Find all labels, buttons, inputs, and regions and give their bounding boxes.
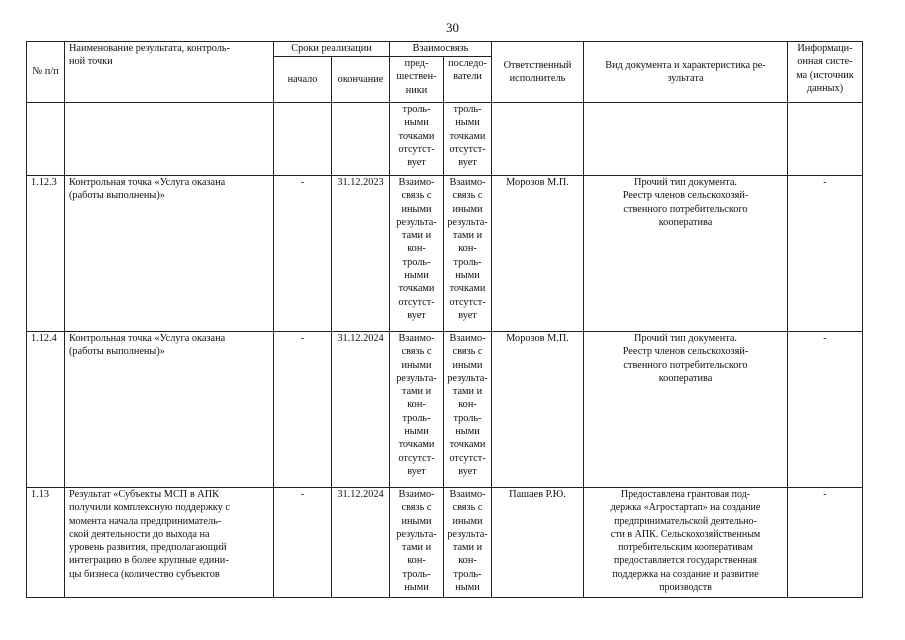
row-end xyxy=(332,103,390,176)
row-predecessors: Взаимо- связь с иными результа- тами и кон- троль- ными xyxy=(390,488,444,598)
row-responsible: Морозов М.П. xyxy=(492,332,584,488)
row-responsible: Морозов М.П. xyxy=(492,176,584,332)
row-info: - xyxy=(788,176,863,332)
row-end: 31.12.2024 xyxy=(332,332,390,488)
header-predecessors: пред- шествен- ники xyxy=(390,57,444,103)
row-responsible: Пашаев Р.Ю. xyxy=(492,488,584,598)
row-predecessors: троль- ными точками отсутст- вует xyxy=(390,103,444,176)
row-document xyxy=(584,103,788,176)
header-responsible: Ответственный исполнитель xyxy=(492,42,584,103)
row-predecessors: Взаимо- связь с иными результа- тами и кон- троль- ными точками отсутст- вует xyxy=(390,332,444,488)
row-start: - xyxy=(274,176,332,332)
row-start: - xyxy=(274,332,332,488)
header-document: Вид документа и характеристика ре- зультата xyxy=(584,42,788,103)
row-start: - xyxy=(274,488,332,598)
header-terms: Сроки реализации xyxy=(274,42,390,57)
row-start xyxy=(274,103,332,176)
row-name: Контрольная точка «Услуга оказана (работы выполнены)» xyxy=(65,332,274,488)
row-successors: Взаимо- связь с иными результа- тами и кон- троль- ными точками отсутст- вует xyxy=(444,176,492,332)
header-name: Наименование результата, контроль- ной точки xyxy=(65,42,274,103)
row-info: - xyxy=(788,332,863,488)
row-name: Контрольная точка «Услуга оказана (работы выполнены)» xyxy=(65,176,274,332)
row-successors: Взаимо- связь с иными результа- тами и кон- троль- ными точками отсутст- вует xyxy=(444,332,492,488)
row-document: Прочий тип документа. Реестр членов сельскохозяй- ственного потребительского кооператива xyxy=(584,176,788,332)
row-document: Предоставлена грантовая под- держка «Агростартап» на создание предпринимательской деятельно- сти в АПК. Сельскохозяйственным потребительским кооперативам предоставляется государственная поддержка на создание и развитие производств xyxy=(584,488,788,598)
table-row xyxy=(27,176,863,332)
row-end: 31.12.2024 xyxy=(332,488,390,598)
header-num: № п/п xyxy=(27,42,65,103)
row-successors: Взаимо- связь с иными результа- тами и кон- троль- ными xyxy=(444,488,492,598)
row-info: - xyxy=(788,488,863,598)
row-num: 1.12.3 xyxy=(27,176,65,332)
row-responsible xyxy=(492,103,584,176)
table-row xyxy=(27,332,863,488)
table-row xyxy=(27,103,863,176)
header-successors: последо- ватели xyxy=(444,57,492,103)
row-name xyxy=(65,103,274,176)
row-info xyxy=(788,103,863,176)
row-num: 1.13 xyxy=(27,488,65,598)
table-row xyxy=(27,488,863,598)
row-successors: троль- ными точками отсутст- вует xyxy=(444,103,492,176)
row-num: 1.12.4 xyxy=(27,332,65,488)
header-start: начало xyxy=(274,57,332,103)
row-num xyxy=(27,103,65,176)
row-end: 31.12.2023 xyxy=(332,176,390,332)
header-end: окончание xyxy=(332,57,390,103)
page-number: 30 xyxy=(446,20,459,35)
header-link: Взаимосвязь xyxy=(390,42,492,57)
table-header-row xyxy=(27,42,863,57)
row-predecessors: Взаимо- связь с иными результа- тами и кон- троль- ными точками отсутст- вует xyxy=(390,176,444,332)
row-name: Результат «Субъекты МСП в АПК получили комплексную поддержку с момента начала предприниматель- ской деятельности до выхода на уровень развития, предполагающий интеграцию в более крупные едини- цы бизнеса (количество субъектов xyxy=(65,488,274,598)
row-document: Прочий тип документа. Реестр членов сельскохозяй- ственного потребительского кооператива xyxy=(584,332,788,488)
plan-table xyxy=(26,41,863,598)
header-info-system: Информаци- онная систе- ма (источник данных) xyxy=(788,42,863,103)
